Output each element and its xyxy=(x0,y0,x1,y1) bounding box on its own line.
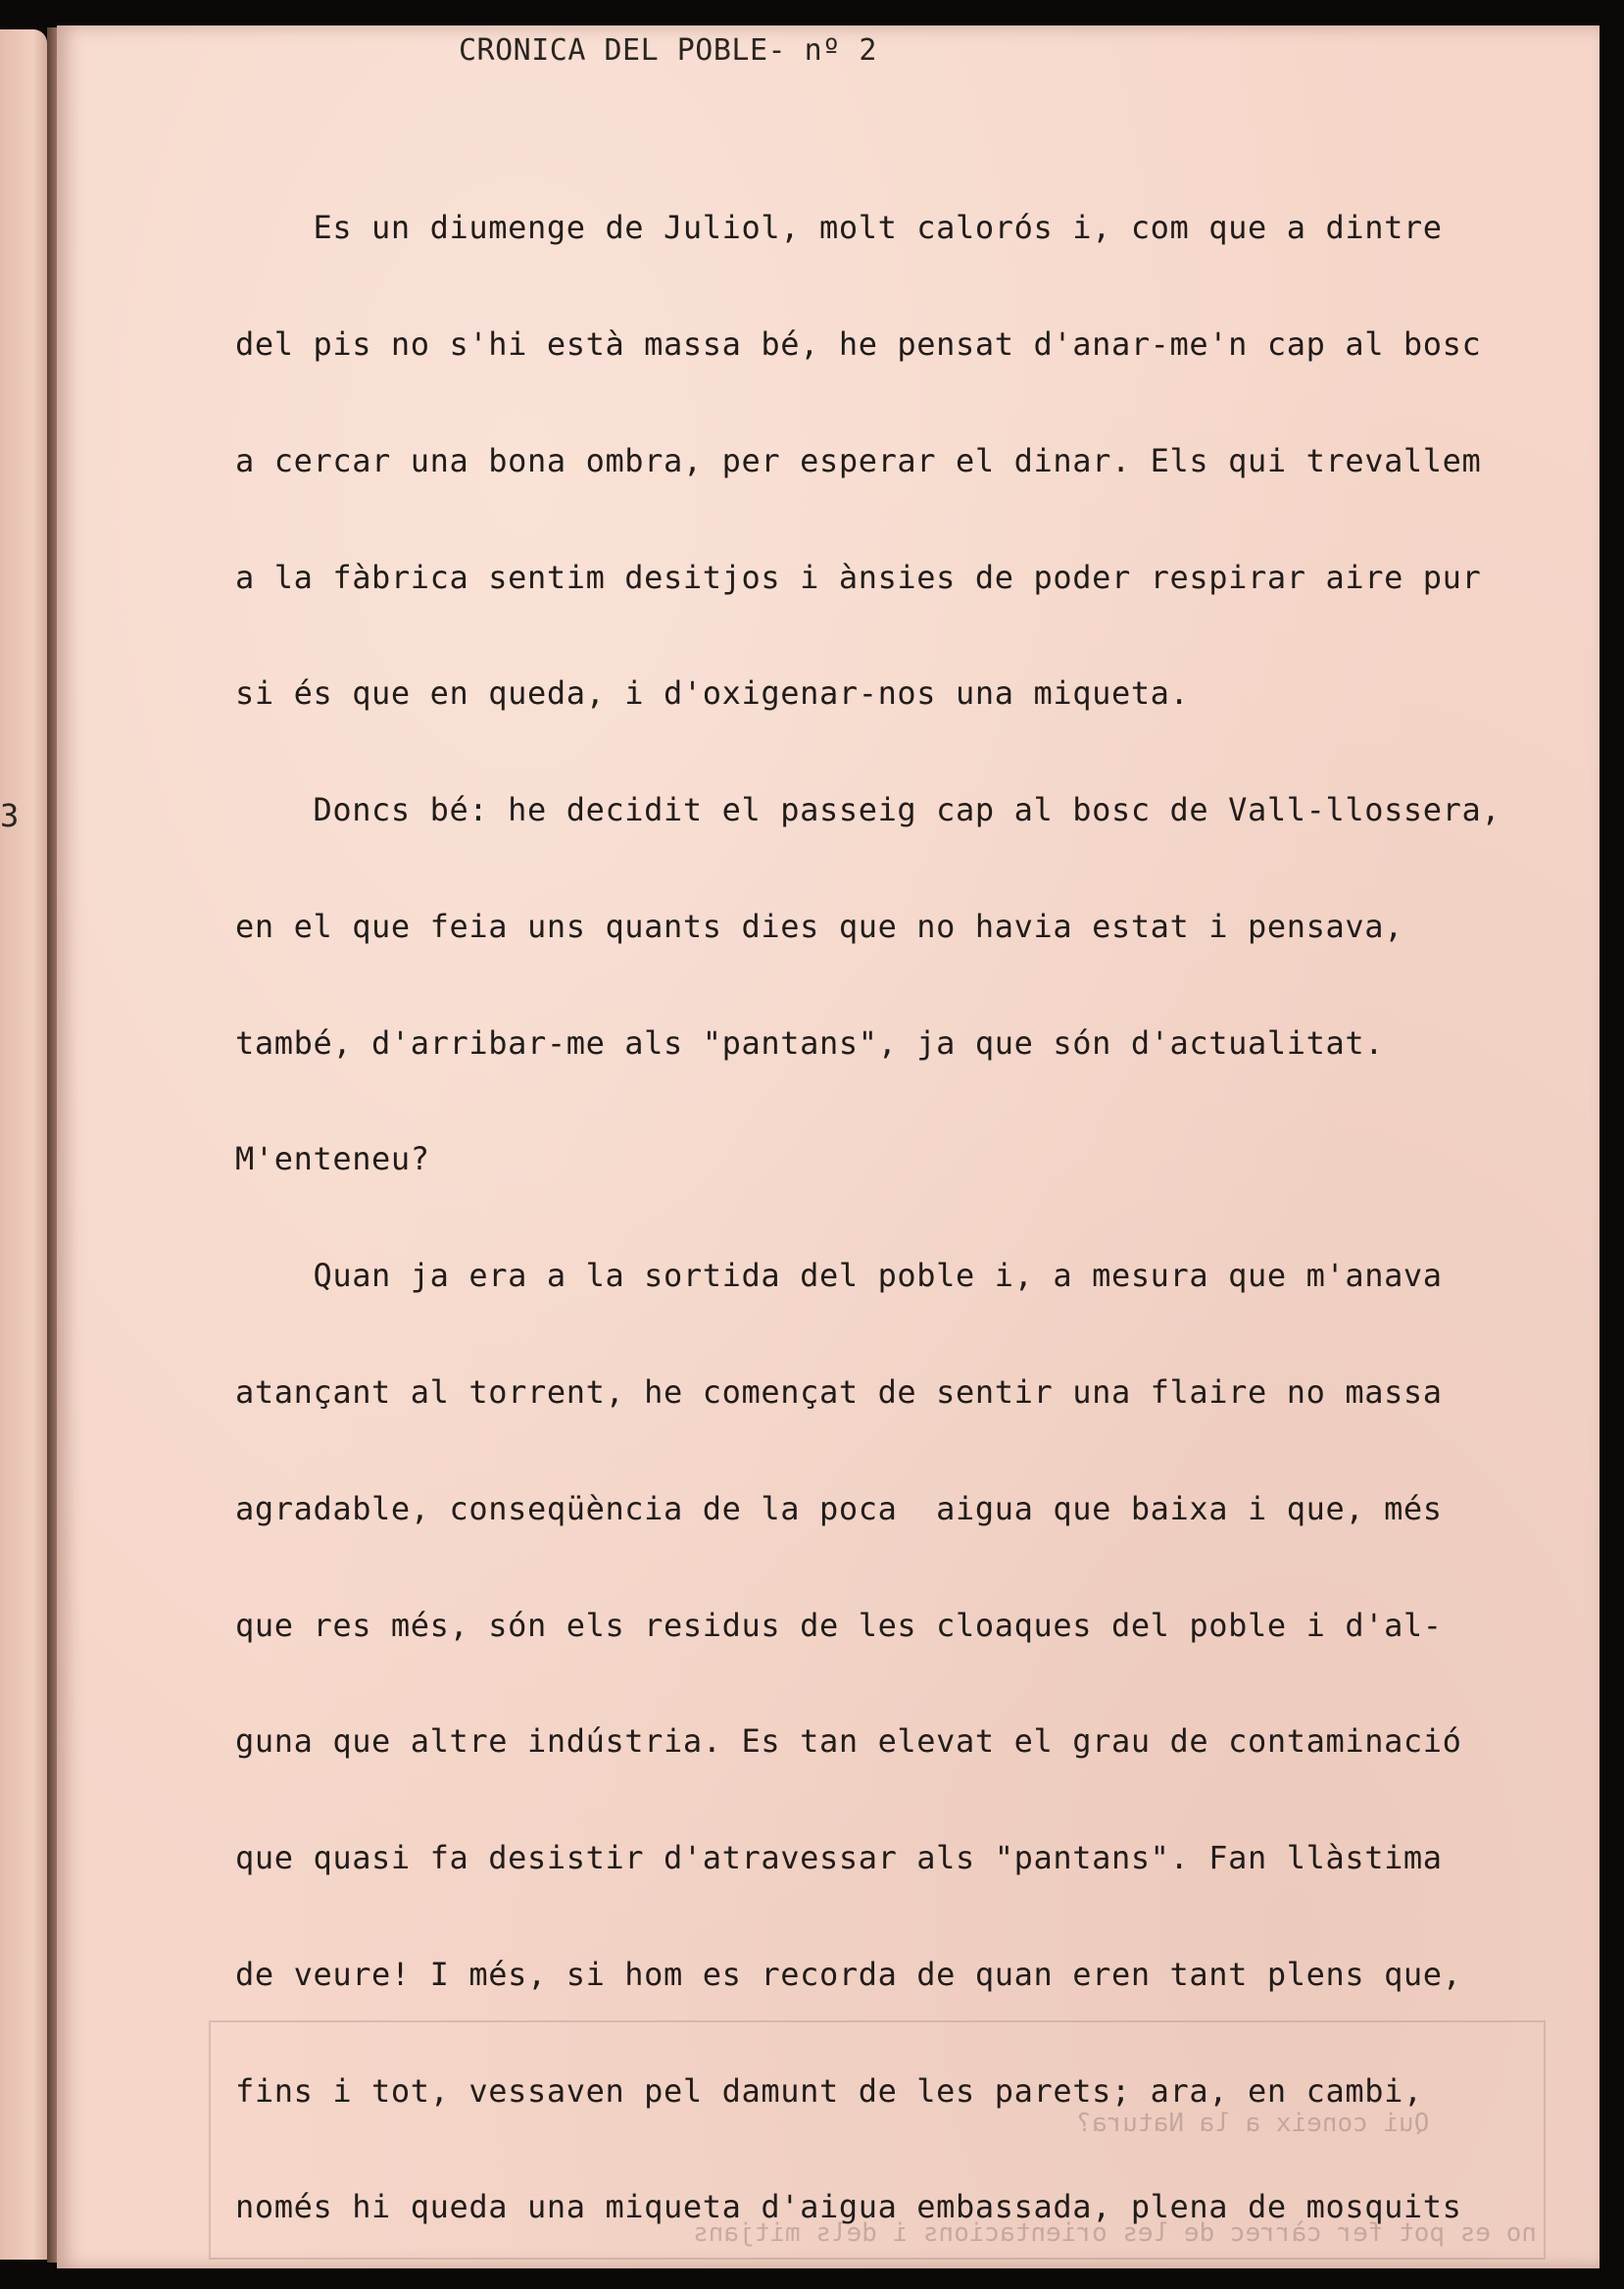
text-line: que res més, són els residus de les cloaques del poble i d'al- xyxy=(235,1606,1443,1644)
text-line: atançant al torrent, he començat de sentir una flaire no massa xyxy=(235,1373,1443,1411)
bleed-line: no es pot fer càrrec de les orientacions i dels mitjans xyxy=(693,2217,1537,2248)
text-line: de veure! I més, si hom es recorda de quan eren tant plens que, xyxy=(235,1955,1462,1993)
text-line: Doncs bé: he decidit el passeig cap al bosc de Vall-llossera, xyxy=(235,791,1501,829)
text-line: del pis no s'hi està massa bé, he pensat d'anar-me'n cap al bosc xyxy=(235,324,1482,363)
text-line: agradable, conseqüència de la poca aigua que baixa i que, més xyxy=(235,1489,1443,1527)
text-line: Es un diumenge de Juliol, molt calorós i, com que a dintre xyxy=(235,209,1443,247)
text-line: que quasi fa desistir d'atravessar als "pantans". Fan llàstima xyxy=(235,1839,1443,1877)
text-line: a la fàbrica sentim desitjos i ànsies de poder respirar aire pur xyxy=(235,558,1482,596)
text-line: només hi queda una miqueta d'aigua embassada, plena de mosquits xyxy=(235,2188,1462,2226)
text-line: guna que altre indústria. Es tan elevat el grau de contaminació xyxy=(235,1722,1462,1761)
previous-page-edge xyxy=(0,29,47,2260)
page-title: CRONICA DEL POBLE- nº 2 xyxy=(459,33,877,68)
text-line: també, d'arribar-me als "pantans", ja que són d'actualitat. xyxy=(235,1023,1385,1062)
text-line: Quan ja era a la sortida del poble i, a mesura que m'anava xyxy=(235,1257,1443,1295)
text-line: fins i tot, vessaven pel damunt de les parets; ara, en cambi, xyxy=(235,2071,1423,2110)
text-line: M'enteneu? xyxy=(235,1140,430,1178)
article-body xyxy=(235,131,1578,2289)
text-line: en el que feia uns quants dies que no havia estat i pensava, xyxy=(235,907,1403,945)
previous-page-mark: 3 xyxy=(0,797,20,834)
bleed-line: Qui coneix a la Natura? xyxy=(1076,2109,1537,2138)
page xyxy=(57,25,1599,2268)
text-line: a cercar una bona ombra, per esperar el dinar. Els qui trevallem xyxy=(235,441,1482,479)
text-line: si és que en queda, i d'oxigenar-nos una miqueta. xyxy=(235,674,1190,713)
